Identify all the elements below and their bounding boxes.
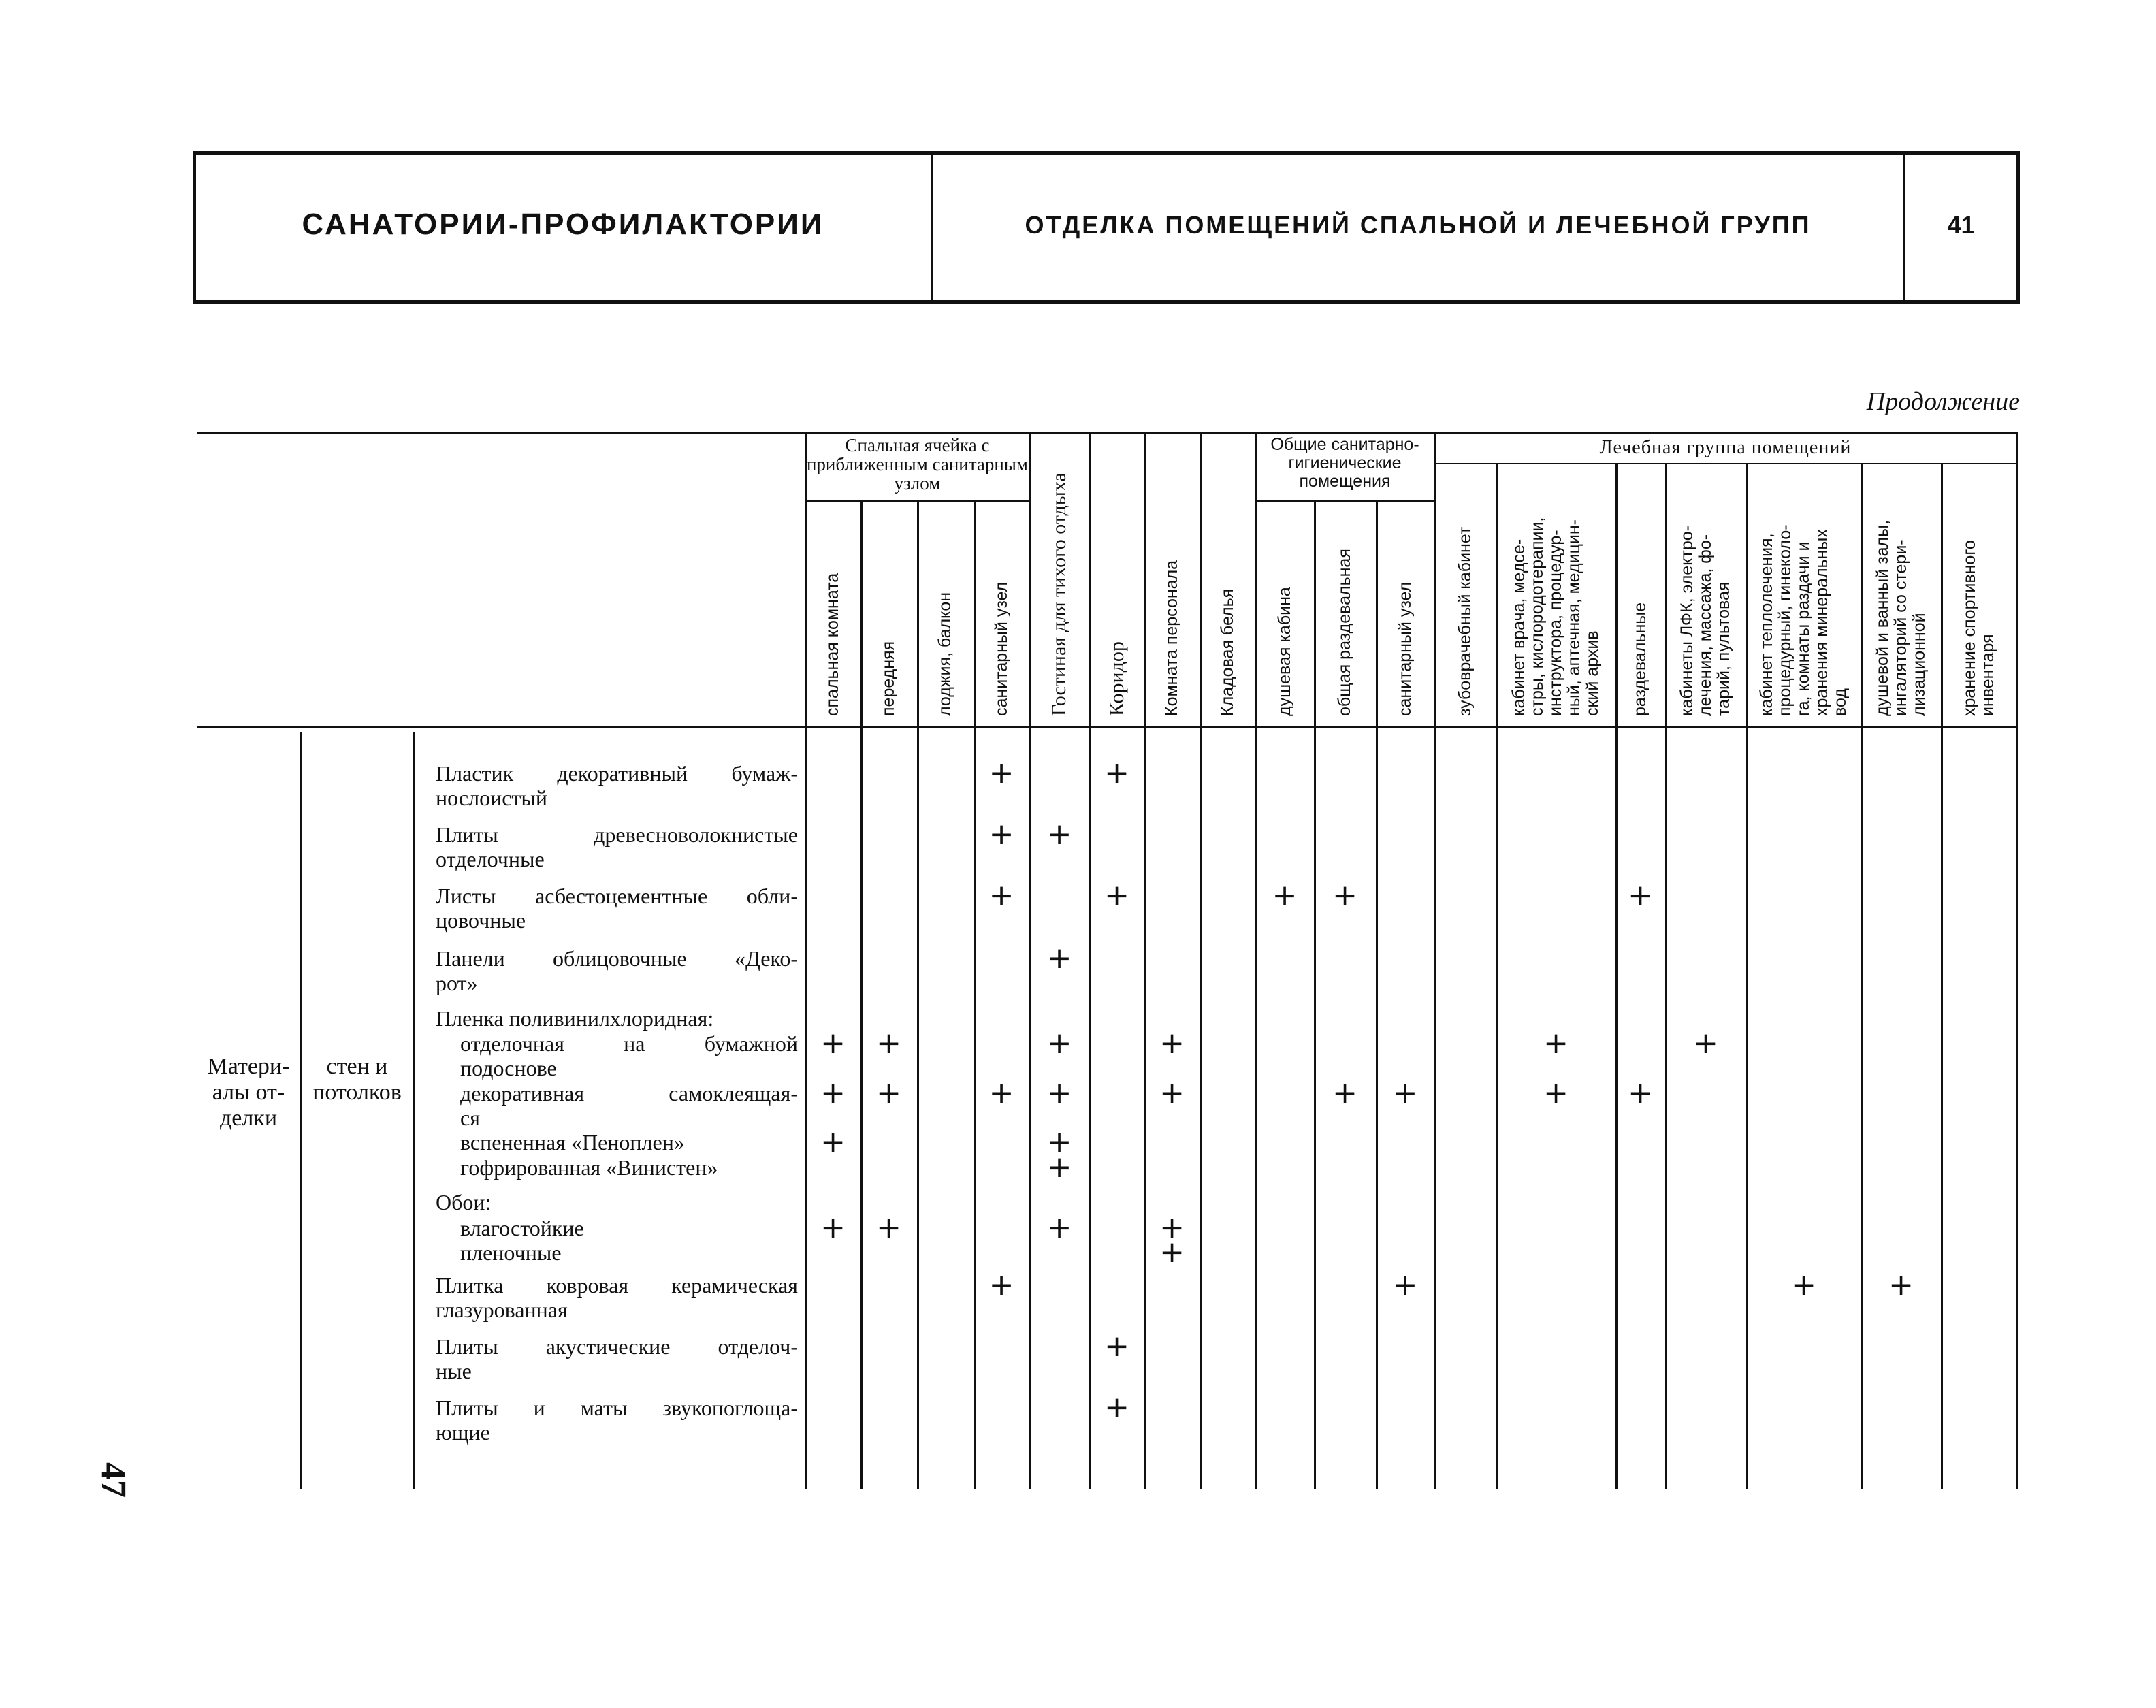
group3-underline	[1434, 463, 2016, 464]
column-header: санитарный узел	[1395, 581, 1415, 716]
column-header: общая раздевальная	[1335, 549, 1354, 716]
column-rule	[1861, 463, 1863, 1489]
plus-mark: +	[1693, 1026, 1718, 1061]
column-header: Коридор	[1105, 641, 1128, 716]
plus-mark: +	[1046, 1076, 1072, 1110]
column-header: лоджия, балкон	[935, 592, 954, 716]
material-row: Плитка ковровая керамическая глазурованная	[436, 1273, 798, 1322]
column-header: Комната персонала	[1162, 560, 1181, 716]
category-label: Матери- алы от- делки	[207, 1054, 290, 1131]
column-header: зубоврачебный кабинет	[1455, 526, 1475, 716]
column-rule	[1200, 432, 1202, 1489]
column-header: санитарный узел	[991, 581, 1011, 716]
column-header: хранение спортивного инвентаря	[1959, 540, 1997, 716]
material-row: Плиты акустические отделоч- ные	[436, 1334, 798, 1383]
column-header: душевой и ванный залы, ингаляторий со стери- лизационной	[1873, 519, 1929, 716]
column-rule	[917, 500, 919, 1489]
group-header-treatment: Лечебная группа помещений	[1599, 437, 1852, 458]
plus-mark: +	[820, 1026, 846, 1061]
material-row: вспененная «Пеноплен»	[460, 1130, 685, 1155]
column-rule	[1029, 432, 1031, 1489]
column-header: кабинет врача, медсе- стры, кислородотерапии, инструктора, процедур- ный, аптечная, медицин- ский архив	[1509, 517, 1602, 716]
column-header: спальная комната	[823, 573, 842, 716]
header-top-rule	[195, 151, 2020, 155]
table-top-rule	[197, 432, 2016, 434]
material-row: Плиты и маты звукопоглоща- ющие	[436, 1396, 798, 1445]
continuation-label: Продолжение	[1866, 387, 2020, 416]
plus-mark: +	[820, 1125, 846, 1159]
plus-mark: +	[1543, 1076, 1568, 1110]
plus-mark: +	[876, 1076, 901, 1110]
column-rule	[974, 500, 976, 1489]
plus-mark: +	[1046, 1210, 1072, 1245]
plus-mark: +	[988, 1268, 1014, 1302]
plus-mark: +	[1046, 1125, 1072, 1159]
column-rule	[1941, 463, 1943, 1489]
plus-mark: +	[1543, 1026, 1568, 1061]
side-page-number: 47	[94, 1462, 133, 1498]
column-rule	[805, 432, 807, 1489]
column-rule	[2016, 432, 2018, 1489]
material-row: Панели облицовочные «Деко- рот»	[436, 946, 798, 995]
plus-mark: +	[1046, 817, 1072, 852]
column-rule	[1665, 463, 1667, 1489]
plus-mark: +	[988, 878, 1014, 913]
column-header: кабинеты ЛФК, электро- лечения, массажа, фо- тарий, пультовая	[1677, 525, 1733, 716]
plus-mark: +	[1628, 1076, 1653, 1110]
material-row: гофрированная «Винистен»	[460, 1155, 718, 1180]
column-rule	[1434, 432, 1436, 1489]
column-rule	[1314, 500, 1316, 1489]
plus-mark: +	[1392, 1268, 1418, 1302]
column-rule	[1144, 432, 1146, 1489]
material-row: декоративная самоклеящая- ся	[460, 1081, 798, 1130]
plus-mark: +	[1628, 878, 1653, 913]
material-row: Пленка поливинилхлоридная:	[436, 1006, 714, 1031]
column-header: передняя	[879, 641, 898, 716]
column-rule	[1496, 463, 1498, 1489]
column-rule	[860, 500, 863, 1489]
header-bottom-rule	[195, 300, 2020, 304]
plus-mark: +	[1046, 1026, 1072, 1061]
column-rule	[1089, 432, 1091, 1489]
plus-mark: +	[820, 1076, 846, 1110]
plus-mark: +	[1159, 1210, 1185, 1245]
header-right-rule	[2016, 151, 2020, 304]
column-rule	[1255, 432, 1257, 1489]
column-rule	[1746, 463, 1748, 1489]
plus-mark: +	[1791, 1268, 1816, 1302]
plus-mark: +	[1159, 1235, 1185, 1270]
group-header-sleeping-cell: Спальная ячейка с приближенным санитарным узлом	[806, 435, 1029, 494]
material-row: Листы асбестоцементные обли- цовочные	[436, 884, 798, 933]
subcategory-label: стен и потолков	[312, 1054, 402, 1105]
subcategory-rule	[413, 732, 415, 1489]
plus-mark: +	[1046, 941, 1072, 976]
plus-mark: +	[1159, 1026, 1185, 1061]
column-rule	[1615, 463, 1618, 1489]
plus-mark: +	[1392, 1076, 1418, 1110]
group-header-sanitary: Общие санитарно-гигиенические помещения	[1270, 435, 1419, 491]
category-rule	[300, 732, 302, 1489]
plus-mark: +	[1332, 1076, 1357, 1110]
header-center-title: ОТДЕЛКА ПОМЕЩЕНИЙ СПАЛЬНОЙ И ЛЕЧЕБНОЙ ГРУПП	[1025, 211, 1812, 239]
group2-underline	[1255, 500, 1434, 502]
plus-mark: +	[1104, 878, 1129, 913]
column-rule	[1376, 500, 1378, 1489]
column-header: Кладовая белья	[1217, 588, 1237, 716]
plus-mark: +	[1332, 878, 1357, 913]
material-row: Плиты древесноволокнистые отделочные	[436, 822, 798, 871]
plus-mark: +	[1888, 1268, 1914, 1302]
table-header-bottom-rule	[197, 726, 2016, 728]
plus-mark: +	[820, 1210, 846, 1245]
plus-mark: +	[876, 1026, 901, 1061]
plus-mark: +	[988, 1076, 1014, 1110]
plus-mark: +	[1272, 878, 1298, 913]
plus-mark: +	[1104, 756, 1129, 790]
plus-mark: +	[1046, 1150, 1072, 1185]
column-header: душевая кабина	[1274, 587, 1294, 716]
column-header: кабинет теплолечения, процедурный, гинеколо- га, комнаты раздачи и хранения минеральных вод	[1757, 524, 1850, 716]
material-row: влагостойкие	[460, 1216, 584, 1240]
plus-mark: +	[1104, 1329, 1129, 1364]
plus-mark: +	[876, 1210, 901, 1245]
column-header: Гостиная для тихого отдыха	[1048, 472, 1070, 716]
material-row: пленочные	[460, 1240, 562, 1265]
material-row: отделочная на бумажной подоснове	[460, 1031, 798, 1080]
plus-mark: +	[1104, 1390, 1129, 1425]
header-page-number: 41	[1947, 211, 1975, 239]
material-row: Обои:	[436, 1190, 492, 1214]
header-left-title: САНАТОРИИ-ПРОФИЛАКТОРИИ	[302, 208, 824, 241]
plus-mark: +	[988, 756, 1014, 790]
material-row: Пластик декоративный бумаж- нослоистый	[436, 761, 798, 810]
column-header: раздевальные	[1630, 602, 1650, 716]
plus-mark: +	[988, 817, 1014, 852]
plus-mark: +	[1159, 1076, 1185, 1110]
